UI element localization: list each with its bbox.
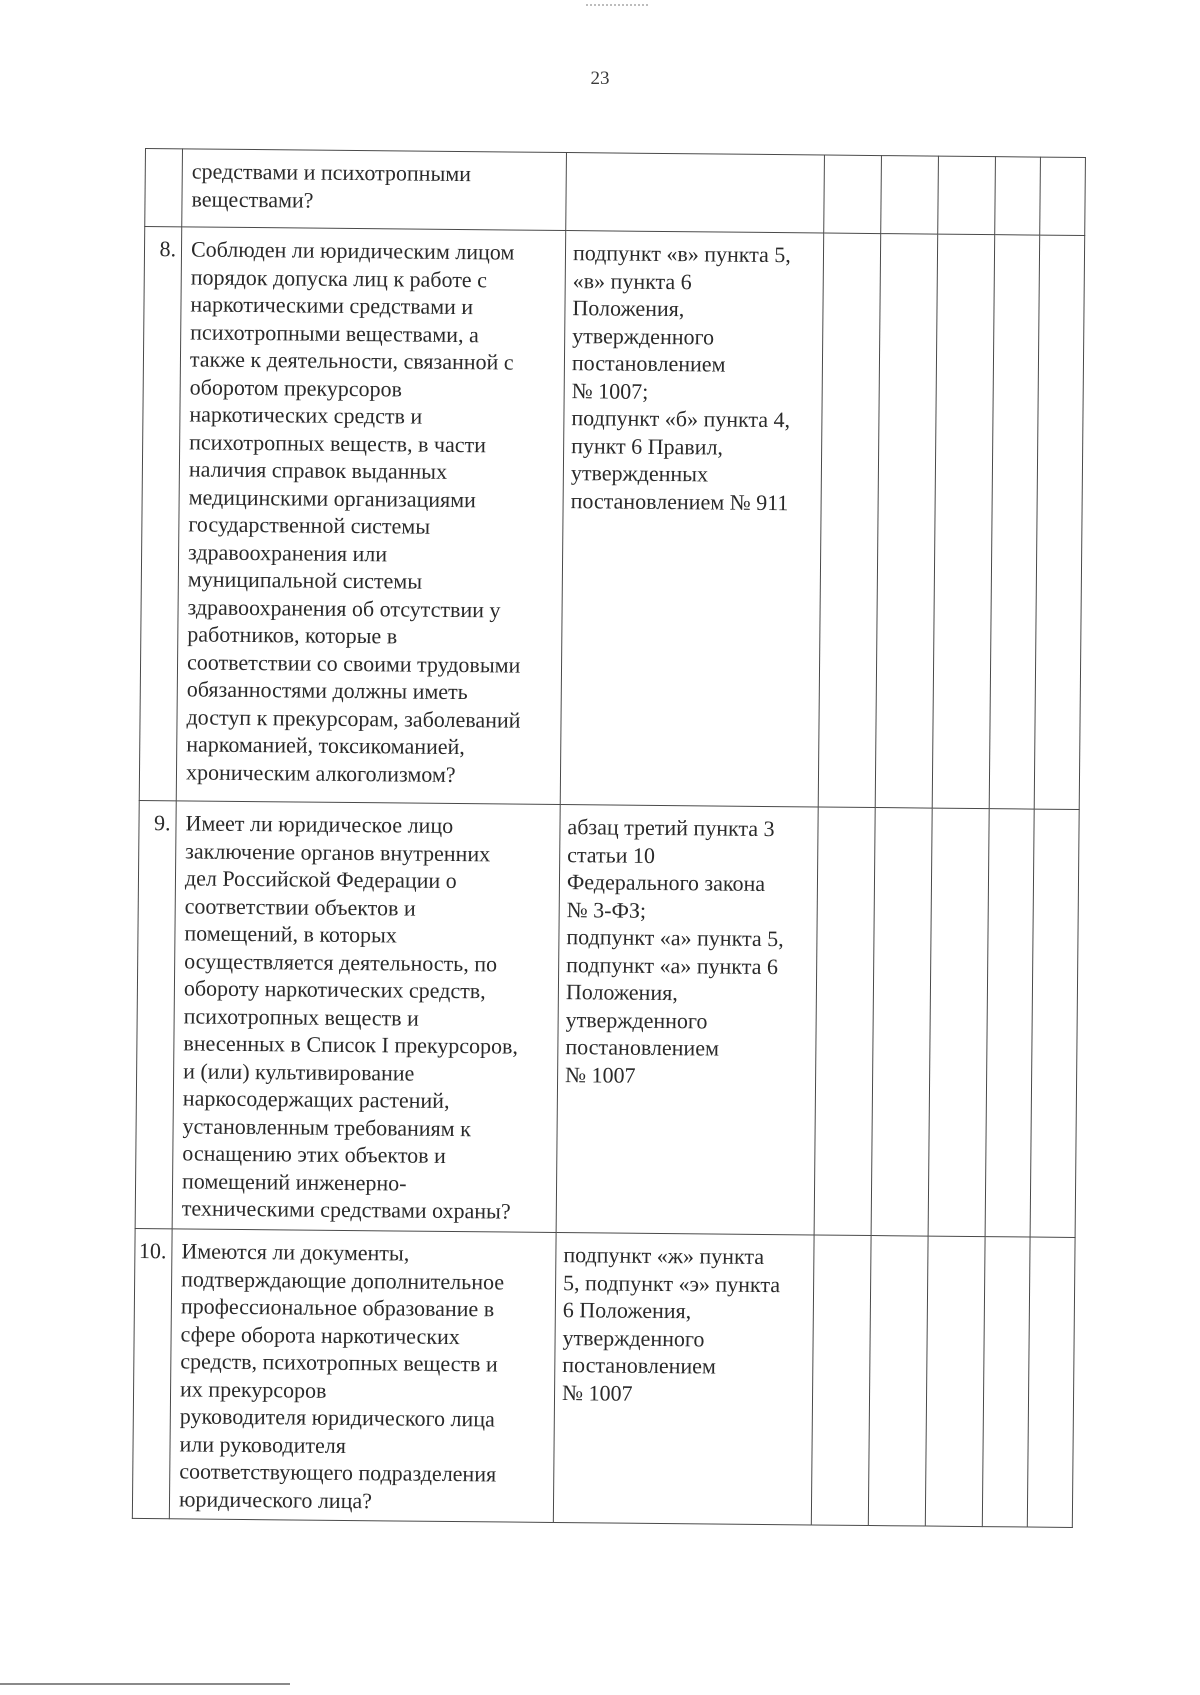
- reference-cell: подпункт «в» пункта 5, «в» пункта 6 Положения, утвержденного постановлением № 1007; подпункт «б» пункта 4, пункт 6 Правил, утвержденных постановлением № 911: [560, 231, 823, 807]
- question-cell: Имеет ли юридическое лицо заключение органов внутренних дел Российской Федерации о соответствии объектов и помещений, в которых осуществляется деятельность, по обороту наркотических средств, психотропных веществ и внесенных в Список I прекурсоров, и (или) культивирование наркосодержащих растений, установленным требованиям к оснащению этих объектов и помещений инженерно- техническими средствами охраны?: [172, 801, 560, 1233]
- table-row: [135, 800, 1079, 1237]
- table-row: [139, 227, 1084, 810]
- answer-cell-note: [1030, 809, 1079, 1237]
- table-row: [145, 149, 1086, 236]
- answer-cell-note: [1040, 157, 1086, 235]
- row-number: 10.: [132, 1228, 172, 1518]
- page-number: 23: [590, 68, 610, 89]
- row-number: 8.: [139, 227, 182, 801]
- answer-cell-na: [932, 234, 995, 809]
- answer-cell-yes: [814, 807, 875, 1236]
- answer-cell-no: [871, 808, 932, 1237]
- answer-cell-extra: [989, 235, 1040, 809]
- answer-cell-na: [925, 1236, 985, 1527]
- answer-cell-note: [1034, 235, 1085, 809]
- answer-cell-na: [938, 156, 996, 235]
- scan-edge-line: [0, 1683, 290, 1685]
- question-cell: Имеются ли документы, подтверждающие дополнительное профессиональное образование в сфере оборота наркотических средств, психотропных веществ и их прекурсоров руководителя юридического лица или руководителя соответствующего подразделения юридического лица?: [169, 1229, 556, 1523]
- row-number: [145, 149, 183, 227]
- question-cell: средствами и психотропными веществами?: [182, 149, 567, 231]
- answer-cell-note: [1027, 1237, 1075, 1527]
- answer-cell-na: [928, 808, 989, 1237]
- row-number: 9.: [135, 800, 176, 1228]
- table-row: [132, 1228, 1075, 1527]
- reference-cell: [566, 153, 825, 233]
- answer-cell-yes: [818, 233, 881, 808]
- question-cell: Соблюден ли юридическим лицом порядок допуска лиц к работе с наркотическими средствами и психотропными веществами, а также к деятельности, связанной с оборотом прекурсоров наркотических средств и психотропных веществ, в части наличия справок выданных медицинскими организациями государственной системы здравоохранения или муниципальной системы здравоохранения об отсутствии у работников, которые в соответствии со своими трудовыми обязанностями должны иметь доступ к прекурсорам, заболеваний наркоманией, токсикоманией, хроническим алкоголизмом?: [176, 227, 565, 805]
- checklist-table: [132, 148, 1086, 1528]
- answer-cell-no: [875, 234, 938, 809]
- scan-artifact: [586, 4, 648, 8]
- answer-cell-extra: [985, 809, 1034, 1237]
- reference-cell: абзац третий пункта 3 статьи 10 Федерального закона № 3-ФЗ; подпункт «а» пункта 5, подпункт «а» пункта 6 Положения, утвержденного постановлением № 1007: [556, 805, 818, 1235]
- answer-cell-extra: [995, 157, 1041, 235]
- answer-cell-no: [881, 156, 939, 235]
- answer-cell-yes: [824, 155, 882, 234]
- answer-cell-yes: [811, 1235, 871, 1526]
- reference-cell: подпункт «ж» пункта 5, подпункт «э» пункта 6 Положения, утвержденного постановлением № 1007: [553, 1232, 814, 1524]
- answer-cell-no: [868, 1236, 928, 1527]
- answer-cell-extra: [982, 1237, 1030, 1527]
